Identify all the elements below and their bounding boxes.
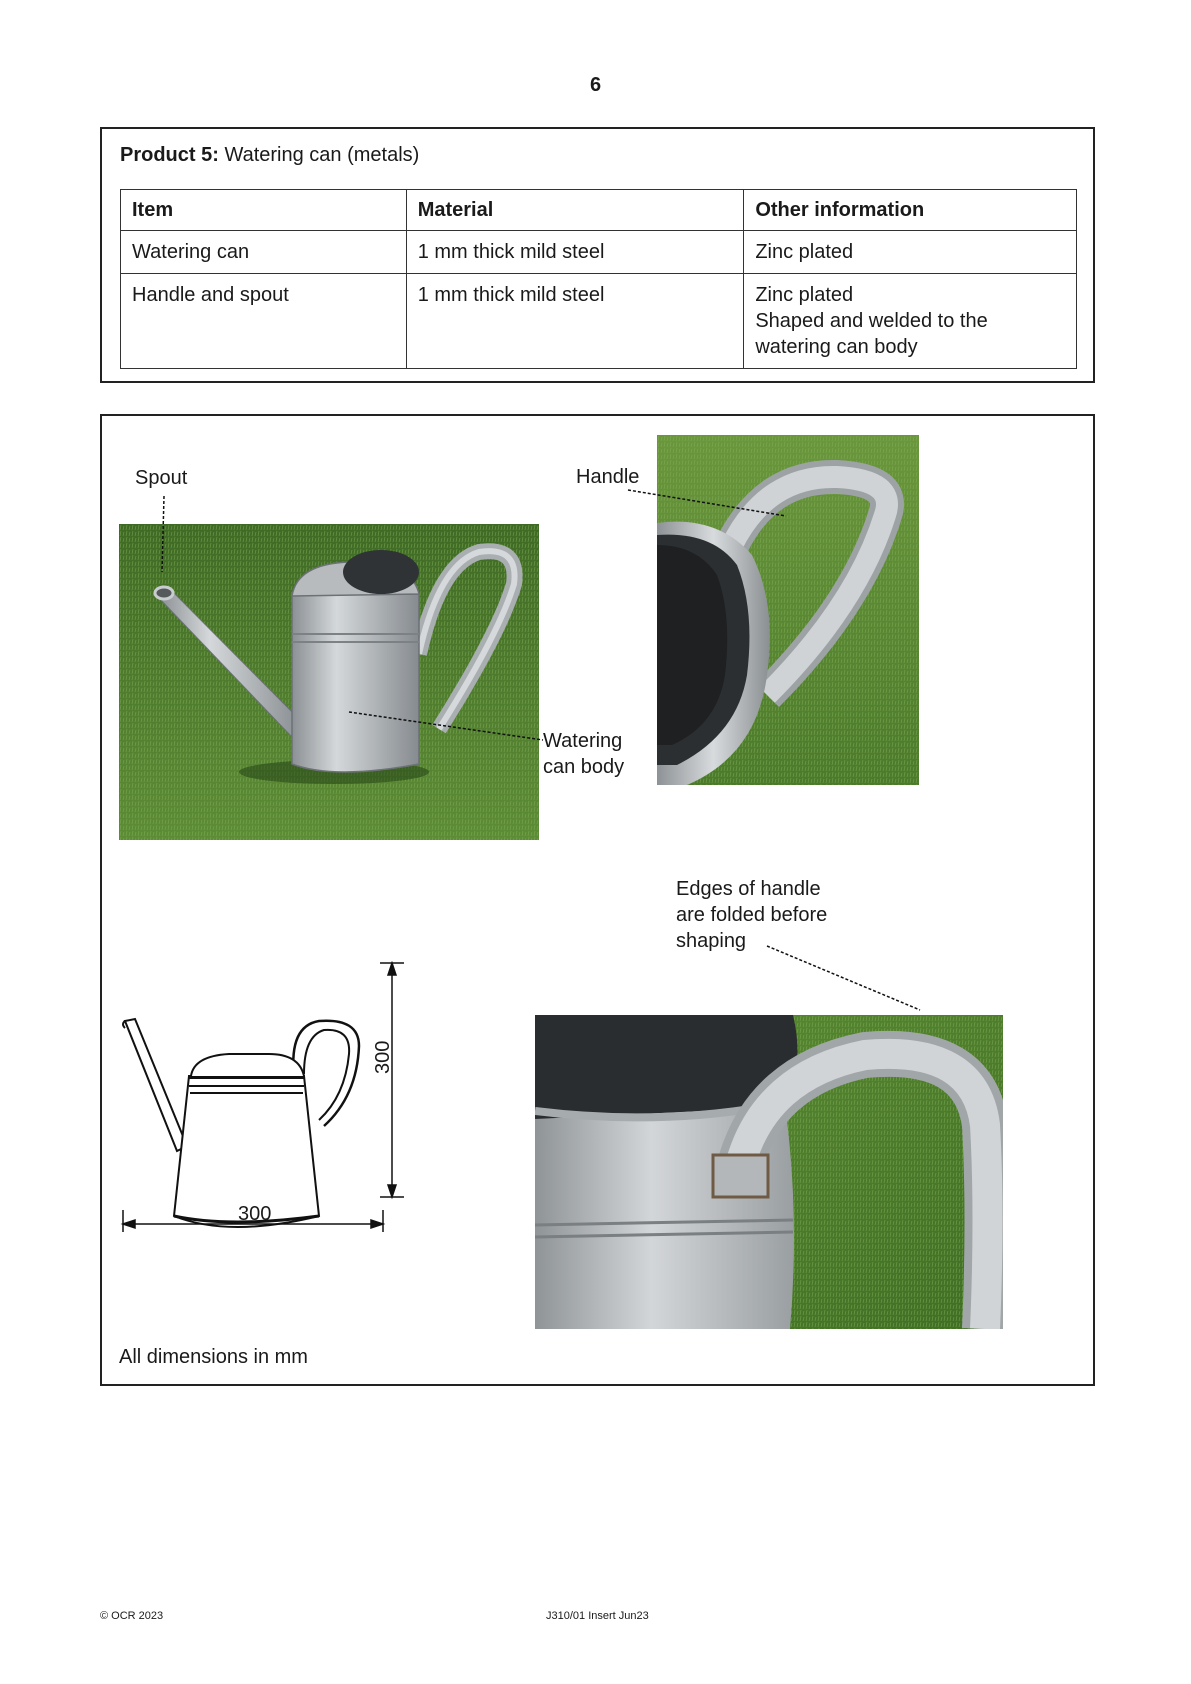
table-header-row	[121, 190, 1077, 231]
table-cell: Zinc plated Shaped and welded to the watering can body	[744, 274, 1077, 369]
product-title-bold: Product 5:	[120, 144, 219, 166]
width-dimension-label: 300	[238, 1203, 272, 1225]
table-cell: Handle and spout	[121, 274, 407, 369]
footer-code: J310/01 Insert Jun23	[546, 1610, 649, 1622]
column-header-material: Material	[406, 190, 744, 231]
handle-edges-photo	[535, 1015, 1003, 1329]
table-cell: Zinc plated	[744, 231, 1077, 274]
spec-table	[120, 189, 1077, 369]
folded-edges-label: Edges of handle are folded before shaping	[676, 878, 828, 952]
table-cell: Watering can	[121, 231, 407, 274]
images-box	[100, 414, 1095, 1386]
table-cell: 1 mm thick mild steel	[406, 274, 744, 369]
column-header-item: Item	[121, 190, 407, 231]
watering-can-photo	[119, 524, 539, 840]
product-info-box	[100, 127, 1095, 383]
table-row	[121, 231, 1077, 274]
spout-label: Spout	[135, 467, 188, 489]
height-dimension	[372, 961, 412, 1201]
dimensions-note: All dimensions in mm	[119, 1346, 308, 1368]
footer-copyright: © OCR 2023	[100, 1610, 164, 1622]
body-leader-line	[347, 710, 547, 750]
watering-can-body-label: Watering can body	[543, 730, 625, 778]
table-cell: 1 mm thick mild steel	[406, 231, 744, 274]
handle-leader-line	[626, 488, 796, 528]
handle-label: Handle	[576, 466, 640, 488]
product-title-text: Watering can (metals)	[218, 144, 420, 166]
page-number: 6	[589, 74, 602, 96]
edges-leader-line	[765, 944, 925, 1014]
height-dimension-label: 300	[372, 1040, 394, 1074]
spout-leader-line	[152, 494, 172, 574]
column-header-other-information: Other information	[744, 190, 1077, 231]
table-row	[121, 274, 1077, 369]
product-title	[120, 144, 419, 167]
